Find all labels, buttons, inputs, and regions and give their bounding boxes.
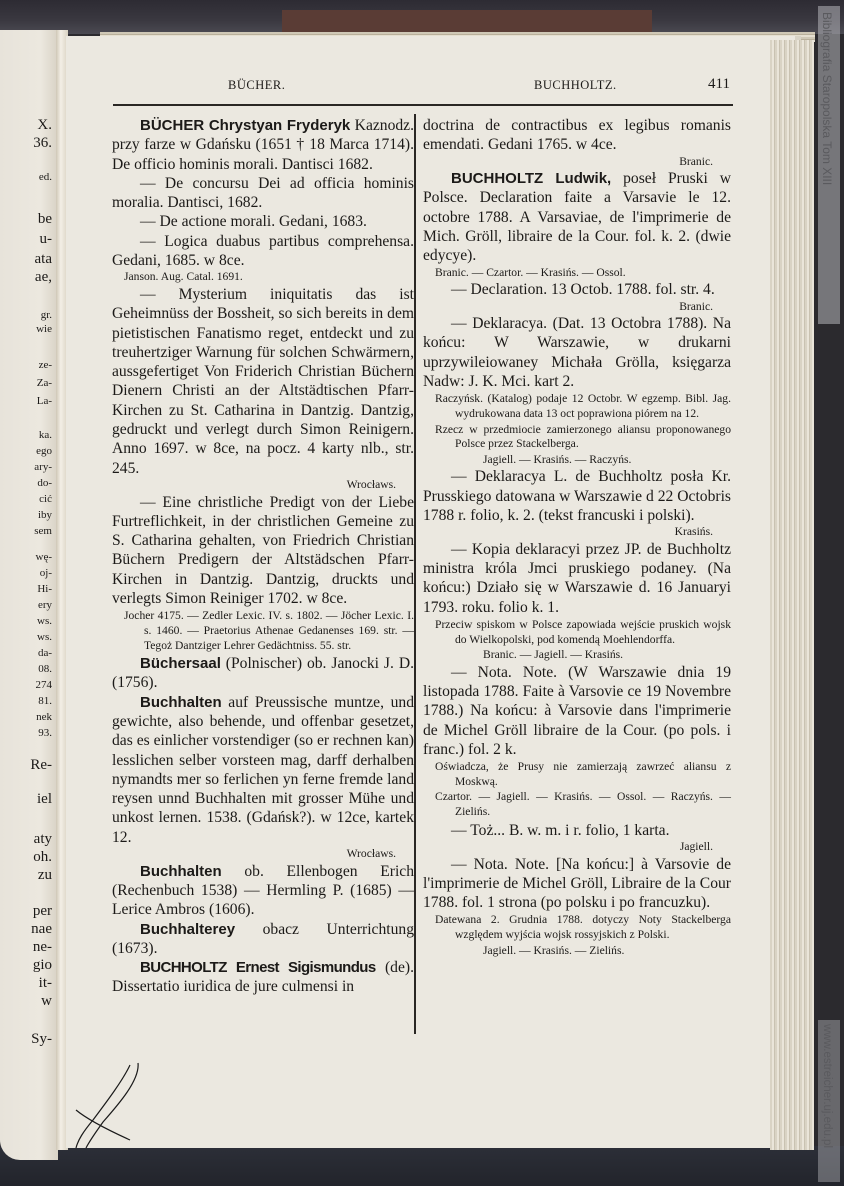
left-page-fragment: it- (38, 975, 52, 991)
left-page-fragment: zu (37, 867, 52, 883)
left-page-fragment: per (32, 903, 52, 919)
entry-buchholtz-ludwik (423, 169, 731, 265)
watermark-title (818, 6, 840, 324)
left-page-fragment: nek (36, 711, 52, 723)
entry: — Declaration. 13 Octob. 1788. fol. str. 4. (451, 281, 715, 299)
entry-buchhalten (112, 693, 414, 847)
entry-source: Czartor. — Jagiell. — Krasińs. — Ossol. — Raczyńs. — Zielińs. (435, 790, 731, 819)
left-page-fragment: gio (32, 957, 52, 973)
entry: — Eine christliche Predigt von der Liebe Furtreflichkeit, in der christlichen Gemeine zu S. Catharina gehalten, von Friedrich Christian Büchern Predigern der Altstädschen Pfarr-Kirchen in Dantzig. Dantzig, druckts und verlegts Simon Reiniger 1702. w 8ce. (112, 493, 414, 608)
entry-heading: BÜCHER Chrystyan Fryderyk (140, 117, 351, 134)
left-page-fragment: ary- (34, 461, 52, 473)
entry: — Nota. Note. [Na końcu:] à Varsovie de l'imprimerie de Michel Gröll, Libraire de la Cour 1788. fol. 1 strona (po polsku i po francuzku). (423, 855, 731, 912)
entry-continuation: doctrina de contractibus ex legibus romanis emendati. Gedani 1765. w 4ce. (423, 117, 731, 154)
entry-text: ob. Ellenbogen Erich (Rechenbuch 1538) — Hermling P. (1685) — Lerice Ambros (1606). (112, 862, 414, 919)
entry: — Kopia deklaracyi przez JP. de Buchholtz ministra króla Jmci pruskiego podaney. (Na końcu:) Działo się w Warszawie d. 16 Januaryi 1793. roku. folio k. 1. (423, 540, 731, 616)
entry-heading: Buchhalten (140, 693, 222, 711)
entry-text: (Polnischer) ob. Janocki J. D. (1756). (112, 655, 414, 692)
entry-note: Jocher 4175. — Zedler Lexic. IV. s. 1802. — Jöcher Lexic. I. s. 1460. — Praetorius Athenae Gedanenses 169. str. — Tegoż Dantziger Lehrer Gedächtniss. 55. str. (124, 609, 414, 652)
left-page-fragment: do- (37, 477, 52, 489)
entry-note: Rzecz w przedmiocie zamierzonego aliansu proponowanego Polsce przez Stackelberga. (435, 422, 731, 451)
entry-source: Branic. (679, 154, 713, 168)
left-page-fragment: oj- (39, 567, 52, 579)
left-page-fragment: cić (39, 493, 52, 505)
entry-note: Janson. Aug. Catal. 1691. (124, 270, 243, 284)
entry: — Mysterium iniquitatis das ist Geheimnüss der Bossheit, so sich bereits in dem pietistischen Fanatismo reget, entdeckt und zu treuhertziger Warnung für solchen Schwärmern, aussgefertiget Von Friderich Christian Büchern Dienern Christi an der Altstädtischen Pfarr-Kirchen zu St. Catharina in Dantzig. Dantzig, gedruckt und verlegt durch Simon Reinigern. Anno 1697. w 8ce, na pocz. 4 karty nlb., str. 245. (112, 285, 414, 477)
left-page-fragment: ka. (38, 429, 52, 441)
left-page-fragment: ed. (38, 171, 52, 183)
entry-heading: Buchhalten (140, 862, 222, 880)
left-page-fragment: X. (37, 117, 52, 133)
left-page-fragment: ae, (34, 269, 52, 285)
column-rule (414, 114, 416, 1034)
entry-text: Kaznodz. przy farze w Gdańsku (1651 † 18 Marca 1714). De officio hominis morali. Dantisci 1682. (112, 117, 414, 173)
left-column (112, 116, 414, 997)
entry-source: Wrocławs. (346, 477, 396, 491)
entry-note: Przeciw spiskom w Polsce zapowiada wejście pruskich wojsk do Wielkopolski, pod komendą Moehlendorffa. (435, 617, 731, 646)
entry: — Nota. Note. (W Warszawie dnia 19 listopada 1788. Faite à Varsovie ce 19 Novembre 1788.) Na końcu: à Varsovie dans l'imprimerie de Michel Gröll libraire de la Cour. (po pols. i franc.) fol. 2 k. (423, 663, 731, 758)
entry-heading: Büchersaal (140, 655, 221, 673)
left-page-fragment: w (41, 993, 52, 1009)
entry-text: obacz Unterrichtung (1673). (112, 920, 414, 957)
left-page-fragment: ws. (37, 631, 52, 643)
left-page-fragment: sem (34, 525, 52, 537)
entry: — Toż... B. w. m. i r. folio, 1 karta. (451, 821, 670, 839)
header-rule (113, 104, 733, 106)
left-page-fragment: ery (37, 599, 52, 611)
left-page-fragment: Hi- (37, 583, 52, 595)
left-page-fragment: Re- (30, 757, 52, 773)
entry-buchersaal (112, 654, 414, 693)
entry-buchholtz-ernest (112, 958, 414, 997)
entry: — Deklaracya L. de Buchholtz posła Kr. Prusskiego datowana w Warszawie d 22 Octobris 1788 r. folio, k. 2. (tekst francuski i polski). (423, 468, 731, 524)
entry-text: (de). Dissertatio iuridica de jure culmensi in (112, 959, 414, 996)
left-page-fragment: ego (36, 445, 52, 457)
entry-heading: BUCHHOLTZ Ludwik, (451, 170, 612, 188)
left-page-fragment: iel (37, 791, 52, 807)
running-header-right: BUCHHOLTZ. (534, 78, 617, 92)
page-edges (770, 40, 814, 1150)
entry-heading: Buchhalterey (140, 920, 236, 938)
entry-note: Raczyńsk. (Katalog) podaje 12 Octobr. W egzemp. Bibl. Jag. wydrukowana data 13 oct poprawiona piórem na 12. (435, 392, 731, 420)
entry-note: Datewana 2. Grudnia 1788. dotyczy Noty Stackelberga względem wyjścia wojsk rossyjskich z Polski. (435, 913, 731, 941)
left-page-fragment: ne- (32, 939, 52, 955)
left-page-fragment: iby (37, 509, 52, 521)
entry: — De concursu Dei ad officia hominis moralia. Dantisci, 1682. (112, 174, 414, 212)
left-page-fragment: oh. (33, 849, 52, 865)
left-page-fragment: 274 (35, 679, 52, 691)
book-cover-band (282, 10, 652, 32)
entry-note: Oświadcza, że Prusy nie zamierzają zawrzeć aliansu z Moskwą. (435, 760, 731, 788)
entry-buchhalten-ob (112, 862, 414, 920)
entry-source: Wrocławs. (346, 847, 396, 861)
page-number: 411 (708, 76, 730, 92)
left-page-fragment: be (37, 211, 52, 227)
left-page-fragment: aty (33, 831, 52, 847)
entry-source: Krasińs. (674, 525, 713, 539)
left-page-fragment: gr. (40, 309, 52, 321)
entry-text: auf Preussische muntze, und gewichte, also behende, und offenbar gesetzet, das es einlicher vorstendiger (so er rechnen kan) lesslichen selber vorsteen mag, darff derhalben nymandts mer so ferlichen yn ferne fremde land reysen unnd Buchhalten mit grosser Mühe und unkost lernen. 1538. (Gdańsk?). w 12ce, kartek 12. (112, 693, 414, 846)
watermark-url-text: www.estreicher.uj.edu.pl (821, 1024, 833, 1149)
entry: — Logica duabus partibus comprehensa. Gedani, 1685. w 8ce. (112, 232, 414, 270)
entry-source: Jagiell. (679, 839, 713, 853)
left-page-sliver (0, 30, 58, 1160)
left-page-fragment: u- (39, 231, 52, 247)
entry: — De actione morali. Gedani, 1683. (140, 213, 367, 231)
entry-source: Jagiell. — Krasińs. — Zielińs. (483, 943, 625, 957)
left-page-fragment: da- (37, 647, 52, 659)
left-page-fragment: ze- (38, 359, 52, 371)
entry: — Deklaracya. (Dat. 13 Octobra 1788). Na końcu: W Warszawie, w drukarni uprzywileiowaney Michała Grölla, księgarza Nadw: J. K. Mci. kart 2. (423, 315, 731, 391)
entry-source: Branic. (679, 299, 713, 313)
running-header-left: BÜCHER. (228, 78, 286, 92)
left-page-fragment: 08. (38, 663, 52, 675)
left-page-fragment: ata (34, 251, 52, 267)
book-cover-bottom (0, 1146, 844, 1186)
entry-source: Jagiell. — Krasińs. — Raczyńs. (483, 452, 632, 466)
left-page-fragment: wie (36, 323, 52, 335)
left-page-fragment: 81. (38, 695, 52, 707)
right-column (423, 116, 731, 958)
entry-source: Branic. — Czartor. — Krasińs. — Ossol. (435, 265, 626, 279)
entry-heading: BUCHHOLTZ Ernest Sigismundus (140, 959, 376, 977)
watermark-url (818, 1020, 840, 1182)
entry-text: poseł Pruski w Polsce. Declaration faite a Varsavie le 12. octobre 1788. A Varsaviae, de l'imprimerie de Mich. Gröll, libraire de la Cour. fol. k. 2. (dwie edycye). (423, 170, 731, 265)
left-page-fragment: nae (31, 921, 52, 937)
entry-buchhalterey (112, 920, 414, 959)
left-page-fragment: Sy- (31, 1031, 52, 1047)
watermark-title-text: Bibliografia Staropolska Tom XIII (820, 12, 834, 186)
entry-source: Branic. — Jagiell. — Krasińs. (483, 648, 624, 662)
left-page-fragment: 93. (38, 727, 52, 739)
signature-mark (68, 1060, 148, 1150)
left-page-fragment: ws. (37, 615, 52, 627)
left-page-fragment: wę- (35, 551, 52, 563)
entry-bucher-chrystyan (112, 116, 414, 174)
left-page-fragment: Za- (36, 377, 52, 389)
left-page-fragment: La- (36, 395, 52, 407)
left-page-fragment: 36. (33, 135, 52, 151)
